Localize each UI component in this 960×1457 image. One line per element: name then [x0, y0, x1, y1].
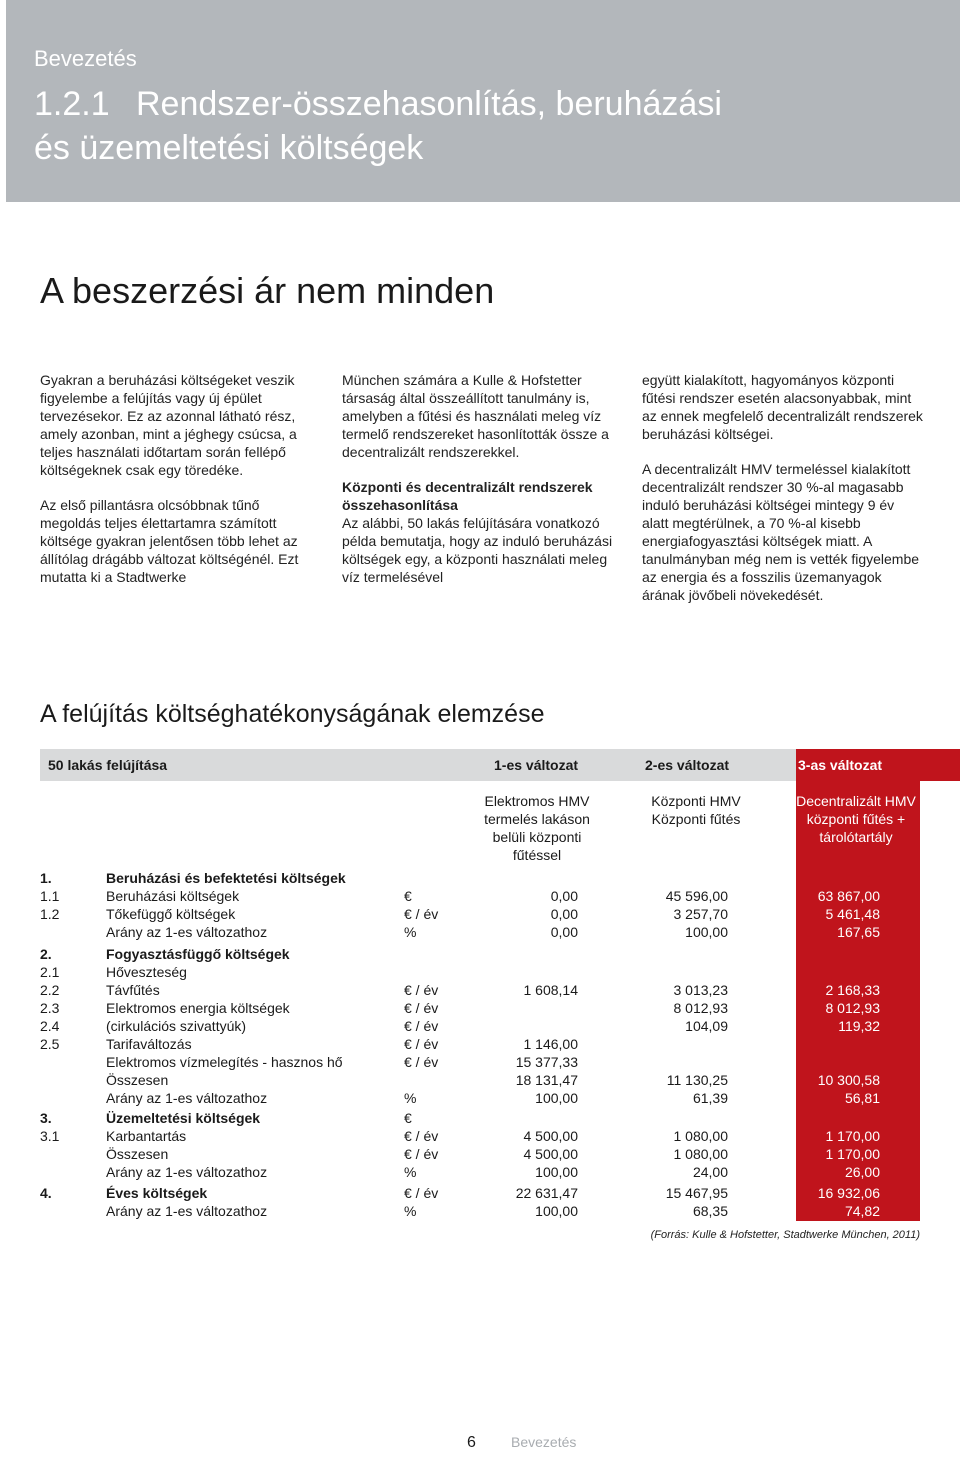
source-note: (Forrás: Kulle & Hofstetter, Stadtwerke München, 2011) — [650, 1229, 920, 1241]
row-label: Beruházási költségek — [106, 888, 240, 904]
table-row — [0, 1184, 960, 1202]
variant-1-header: 1-es változat — [494, 757, 579, 773]
text-column-3 — [642, 371, 924, 621]
row-unit: € / év — [404, 1036, 439, 1052]
row-unit: € / év — [404, 982, 439, 998]
row-unit: € / év — [404, 1018, 439, 1034]
variant-1-description: Elektromos HMV termelés lakáson belüli központi fűtéssel — [484, 793, 590, 863]
title-line-2: és üzemeltetési költségek — [34, 129, 424, 167]
row-unit: € / év — [404, 1185, 439, 1201]
variant-1-value: 0,00 — [550, 924, 578, 940]
table-row — [0, 1053, 960, 1071]
variant-2-value: 68,35 — [692, 1203, 728, 1219]
row-number: 4. — [40, 1185, 52, 1201]
row-unit: € — [404, 1110, 412, 1126]
row-unit: € / év — [404, 906, 439, 922]
section-label: Bevezetés — [34, 46, 137, 71]
variant-1-value: 1 608,14 — [523, 982, 578, 998]
variant-3-value: 167,65 — [837, 924, 880, 940]
variant-1-value: 18 131,47 — [515, 1072, 578, 1088]
variant-3-header: 3-as változat — [798, 757, 883, 773]
row-label: Távfűtés — [106, 982, 160, 998]
variant-2-description: Központi HMV Központi fűtés — [651, 793, 741, 827]
row-unit: € / év — [404, 1000, 439, 1016]
variant-1-value: 15 377,33 — [515, 1054, 578, 1070]
variant-2-value: 100,00 — [685, 924, 728, 940]
row-number: 1.1 — [40, 888, 60, 904]
row-unit: € / év — [404, 1128, 439, 1144]
row-label: Beruházási és befektetési költségek — [106, 870, 346, 886]
footer-section: Bevezetés — [511, 1434, 577, 1450]
page-number: 6 — [467, 1434, 476, 1451]
page-title — [34, 82, 722, 170]
variant-2-value: 11 130,25 — [666, 1072, 728, 1088]
row-label: Összesen — [106, 1072, 169, 1088]
variant-3-value: 119,32 — [838, 1018, 880, 1034]
table-row — [0, 1145, 960, 1163]
variant-2-value: 24,00 — [692, 1164, 728, 1180]
row-unit: % — [404, 1164, 417, 1180]
paragraph: A decentralizált HMV termeléssel kialakított decentralizált rendszer 30 %-al magasabb induló beruházási költségei mintegy 9 év alatt megtérülnek, a 70 %-al kisebb energiafogyasztási költségek miatt. A tanulmányban még nem is vették figyelembe az energia és a fosszilis üzemanyagok árának jövőbeli növekedését. — [642, 461, 920, 603]
table-row — [0, 1017, 960, 1035]
variant-3-value: 63 867,00 — [817, 888, 880, 904]
paragraph: Az első pillantásra olcsóbbnak tűnő megoldás teljes élettartamra számított költsége gyakran jelentősen több lehet az állítólag drágább változat költségénél. Ezt mutatta ki a Stadtwerke — [40, 497, 299, 585]
variant-2-value: 3 013,23 — [673, 982, 728, 998]
variant-2-value: 1 080,00 — [673, 1146, 728, 1162]
text-column-1 — [40, 371, 316, 603]
variant-1-value: 1 146,00 — [523, 1036, 578, 1052]
row-number: 2.4 — [40, 1018, 60, 1034]
row-number: 2. — [40, 946, 52, 962]
variant-2-value: 61,39 — [692, 1090, 728, 1106]
row-label: Arány az 1-es változathoz — [106, 924, 268, 940]
row-label: Fogyasztásfüggő költségek — [106, 946, 290, 962]
row-label: Arány az 1-es változathoz — [106, 1164, 268, 1180]
row-label: Üzemeltetési költségek — [106, 1110, 261, 1126]
row-label: Arány az 1-es változathoz — [106, 1090, 268, 1106]
row-number: 1.2 — [40, 906, 60, 922]
variant-1-value: 4 500,00 — [523, 1128, 578, 1144]
table-row — [0, 923, 960, 941]
variant-1-value: 100,00 — [535, 1203, 578, 1219]
row-number: 2.5 — [40, 1036, 60, 1052]
row-label: Összesen — [106, 1146, 169, 1162]
paragraph: München számára a Kulle & Hofstetter társaság által összeállított tanulmány is, amelyben a fűtési és használati meleg víz termelő rendszereket hasonlították össze a decentralizált rendszerekkel. — [342, 372, 609, 460]
variant-2-value: 1 080,00 — [673, 1128, 728, 1144]
row-number: 2.3 — [40, 1000, 60, 1016]
row-unit: % — [404, 1203, 417, 1219]
row-label: Hőveszteség — [106, 964, 187, 980]
text-column-2 — [342, 371, 618, 603]
variant-1-value: 0,00 — [550, 888, 578, 904]
row-number: 2.1 — [40, 964, 60, 980]
table-header-label: 50 lakás felújítása — [48, 757, 168, 773]
table-row — [0, 981, 960, 999]
variant-1-value: 4 500,00 — [523, 1146, 578, 1162]
table-row — [0, 1127, 960, 1145]
paragraph: Az alábbi, 50 lakás felújítására vonatkozó példa bemutatja, hogy az induló beruházási költségek egy, a központi használati meleg víz termelésével — [342, 515, 613, 585]
variant-2-value: 3 257,70 — [673, 906, 728, 922]
row-label: Arány az 1-es változathoz — [106, 1203, 268, 1219]
row-label: Karbantartás — [106, 1128, 187, 1144]
row-label: Elektromos energia költségek — [106, 1000, 290, 1016]
variant-3-value: 5 461,48 — [825, 906, 880, 922]
variant-3-value: 2 168,33 — [825, 982, 880, 998]
row-label: Tarifaváltozás — [106, 1036, 192, 1052]
headline: A beszerzési ár nem minden — [40, 270, 495, 311]
variant-2-value: 104,09 — [685, 1018, 728, 1034]
variant-3-value: 1 170,00 — [825, 1128, 880, 1144]
row-unit: % — [404, 1090, 417, 1106]
table-row — [0, 905, 960, 923]
table-row — [0, 963, 960, 981]
row-label: Tőkefüggő költségek — [106, 906, 236, 922]
row-label: (cirkulációs szivattyúk) — [106, 1018, 247, 1034]
variant-3-value: 26,00 — [844, 1164, 880, 1180]
table-row — [0, 1035, 960, 1053]
row-number: 1. — [40, 870, 52, 886]
row-number: 2.2 — [40, 982, 60, 998]
variant-2-value: 15 467,95 — [665, 1185, 728, 1201]
row-number: 3.1 — [40, 1128, 60, 1144]
subheading: Központi és decentralizált rendszerek összehasonlítása — [342, 479, 593, 513]
variant-1-value: 22 631,47 — [515, 1185, 578, 1201]
row-unit: % — [404, 924, 417, 940]
title-line-1: Rendszer-összehasonlítás, beruházási — [136, 85, 722, 123]
table-title: A felújítás költséghatékonyságának elemzése — [40, 700, 545, 728]
variant-3-value: 1 170,00 — [825, 1146, 880, 1162]
row-label: Éves költségek — [106, 1185, 208, 1201]
table-header-bar — [40, 749, 920, 781]
variant-2-header: 2-es változat — [645, 757, 730, 773]
row-label: Elektromos vízmelegítés - hasznos hő — [106, 1054, 343, 1070]
variant-3-value: 8 012,93 — [825, 1000, 880, 1016]
variant-1-value: 100,00 — [535, 1164, 578, 1180]
variant-1-value: 0,00 — [550, 906, 578, 922]
variant-2-value: 45 596,00 — [665, 888, 728, 904]
table-row — [0, 869, 960, 887]
variant-2-value: 8 012,93 — [673, 1000, 728, 1016]
variant-3-value: 16 932,06 — [817, 1185, 880, 1201]
variant-3-value: 10 300,58 — [817, 1072, 880, 1088]
paragraph: együtt kialakított, hagyományos központi fűtési rendszer esetén alacsonyabbak, mint az ennek megfelelő decentralizált rendszerek beruházási költségei. — [642, 372, 923, 442]
variant-3-value: 74,82 — [844, 1203, 880, 1219]
variant-3-value: 56,81 — [844, 1090, 880, 1106]
variant-1-value: 100,00 — [535, 1090, 578, 1106]
table-row — [0, 945, 960, 963]
chapter-number: 1.2.1 — [34, 85, 110, 123]
row-unit: € / év — [404, 1146, 439, 1162]
variant-3-description: Decentralizált HMV központi fűtés + tárolótartály — [796, 793, 916, 845]
table-row — [0, 1109, 960, 1127]
table-row — [0, 887, 960, 905]
table-row — [0, 1071, 960, 1089]
table-row — [0, 1163, 960, 1181]
table-row — [0, 999, 960, 1017]
row-unit: € — [404, 888, 412, 904]
row-number: 3. — [40, 1110, 52, 1126]
row-unit: € / év — [404, 1054, 439, 1070]
table-row — [0, 1202, 960, 1220]
table-row — [0, 1089, 960, 1107]
paragraph: Gyakran a beruházási költségeket veszik figyelembe a felújítás vagy új épület tervezésekor. Ez az azonnal látható rész, amely azonban, mint a jéghegy csúcsa, a teljes használati időtartam során fellépő költségeknek csak egy töredéke. — [40, 372, 297, 478]
